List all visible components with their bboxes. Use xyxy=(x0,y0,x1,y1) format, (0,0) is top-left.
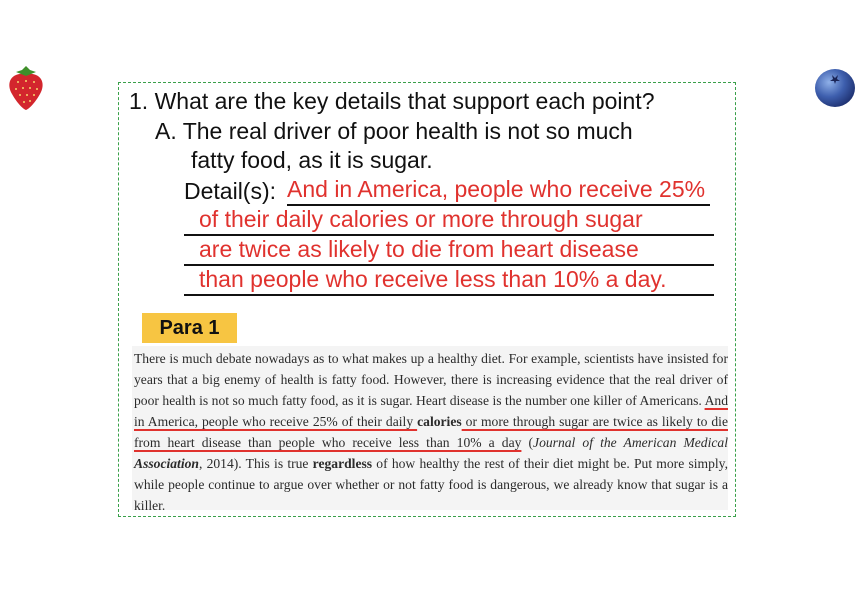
passage-outro: of how healthy the rest of their diet might be. Put more simply, while people continue to argue over whether or not fatty food is dangerous, we already know that sugar is a killer. xyxy=(134,456,728,513)
passage-journal-bold: Association xyxy=(134,456,199,471)
answer-rule-4 xyxy=(184,294,714,296)
answer-rule-3 xyxy=(184,264,714,266)
passage-journal: Journal of the American Medical xyxy=(533,435,728,450)
passage-cite-open: ( xyxy=(521,435,534,450)
details-label: Detail(s): xyxy=(184,178,277,204)
answer-rule-2 xyxy=(184,234,714,236)
point-a-line2: fatty food, as it is sugar. xyxy=(191,147,433,173)
para-label: Para 1 xyxy=(142,313,237,343)
blueberry-icon xyxy=(812,66,858,110)
passage-underlined-a: And in America, people who receive 25% of their daily xyxy=(134,393,728,429)
strawberry-icon xyxy=(4,62,48,112)
question-text: 1. What are the key details that support each point? xyxy=(129,88,655,114)
answer-line-1: And in America, people who receive 25% xyxy=(287,176,706,202)
passage-bold-calories: calories xyxy=(417,414,462,429)
passage-intro: There is much debate nowadays as to what makes up a healthy diet. For example, scientists have insisted for years that a big enemy of health is fatty food. However, there is increasing evidence that the real driver of poor health is not so much fatty food, as it is sugar. Heart disease is the number one killer of Americans. xyxy=(134,351,728,408)
passage-text xyxy=(134,348,728,516)
answer-line-3: are twice as likely to die from heart disease xyxy=(199,236,639,262)
passage-underlined-b: or more through sugar are twice as likely to die from heart disease than people who receive less than 10% a day xyxy=(134,414,728,450)
passage-cite-close: , 2014). This is true xyxy=(198,456,313,471)
point-a-line1: A. The real driver of poor health is not so much xyxy=(155,118,633,144)
passage-bold-regardless: regardless xyxy=(312,456,373,471)
answer-line-2: of their daily calories or more through sugar xyxy=(199,206,643,232)
answer-rule-1 xyxy=(287,204,710,206)
answer-line-4: than people who receive less than 10% a day. xyxy=(199,266,667,292)
